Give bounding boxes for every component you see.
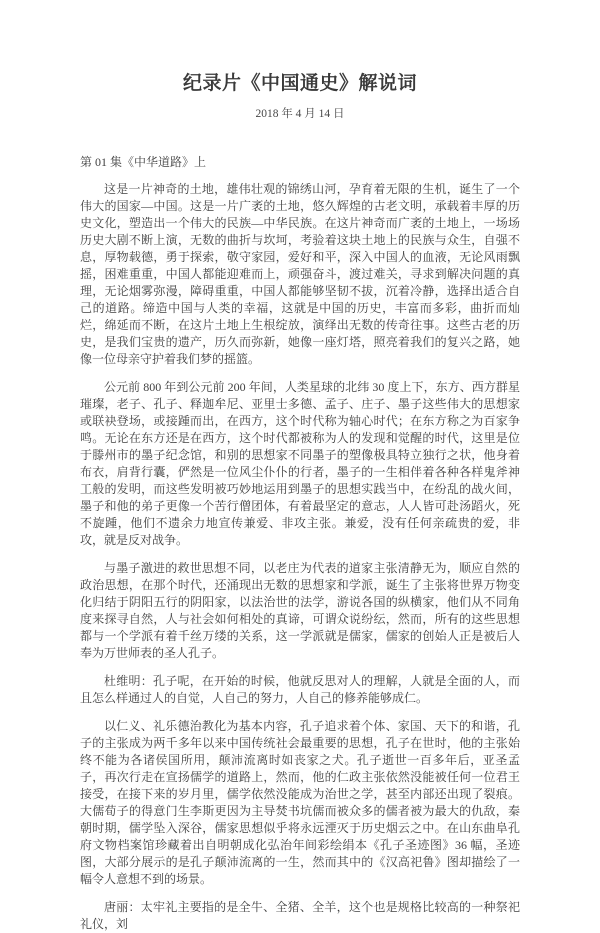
paragraph-axial-age: 公元前 800 年到公元前 200 年间，人类星球的北纬 30 度上下，东方、西方群星璀璨，老子、孔子、释迦牟尼、亚里士多德、孟子、庄子、墨子这些伟大的思想家或联袂登场，或接踵而出，在西方，这个时代称为轴心时代；在东方称之为百家争鸣。无论在东方还是在西方，这个时代都被称为人的发现和觉醒的时代，这里是位于滕州市的墨子纪念馆，和别的思想家不同墨子的塑像极具特立独行之状，他身着布衣，肩背行囊，俨然是一位风尘仆仆的行者，墨子的一生相伴着各种各样鬼斧神工般的发明，而这些发明被巧妙地运用到墨子的思想实践当中，在纷乱的战火间，墨子和他的弟子更像一个苦行僧团体，有着最坚定的意志，人人皆可赴汤蹈火，死不旋踵，他们不遗余力地宣传兼爱、非攻主张。兼爱，没有任何亲疏贵的爱，非攻，就是反对战争。	[80, 380, 520, 547]
paragraph-intro: 这是一片神奇的土地，雄伟壮观的锦绣山河，孕育着无限的生机，诞生了一个伟大的国家—中国。这是一片广袤的土地，悠久辉煌的古老文明，承载着丰厚的历史文化，塑造出一个伟大的民族—中华民族。在这片神奇而广袤的土地上，一场场历史大剧不断上演，无数的曲折与坎坷，考验着这块土地上的民族与众生，自强不息，厚物载德，勇于探索，敬守家园，爱好和平，深入中国人的血液，无论风雨飘摇，困难重重，中国人都能迎难而上，顽强奋斗，渡过难关，寻求到解决问题的真理，无论烟雾弥漫，障碍重重，中国人都能够坚韧不拔，沉着冷静，选择出适合自己的道路。缔造中国与人类的幸福，这就是中国的历史，丰富而多彩，曲折而灿烂，绵延而不断，在这片土地上生根绽放，演绎出无数的传奇往事。这些古老的历史，是我们宝贵的遗产，历久而弥新，她像一座灯塔，照亮着我们的复兴之路，她像一位母亲守护着我们梦的摇篮。	[80, 182, 520, 366]
paragraph-quote-tang-li: 唐丽：太牢礼主要指的是全牛、全猪、全羊，这个也是规格比较高的一种祭祀礼仪，刘	[80, 900, 520, 931]
section-heading: 第 01 集《中华道路》上	[80, 155, 207, 169]
paragraph-schools-of-thought: 与墨子激进的救世思想不同，以老庄为代表的道家主张清静无为，顺应自然的政治思想，在那个时代，还涌现出无数的思想家和学派，诞生了主张将世界万物变化归结于阴阳五行的阴阳家，以法治世的法学，游说各国的纵横家，他们从不同角度来探寻自然，人与社会如何相处的真谛，可谓众说纷纭，然而，所有的这些思想都与一个学派有着千丝万缕的关系，这一学派就是儒家，儒家的创始人正是被后人奉为万世师表的圣人孔子。	[80, 561, 520, 660]
document-date: 2018 年 4 月 14 日	[255, 108, 345, 120]
paragraph-quote-du-weiming: 杜维明：孔子呢，在开始的时候，他就反思对人的理解，人就是全面的人，而且怎么样通过人的自觉，人自己的努力，人自己的修养能够成仁。	[80, 674, 520, 705]
page-title: 纪录片《中国通史》解说词	[182, 73, 417, 94]
document-body	[80, 181, 520, 933]
paragraph-confucianism-history: 以仁义、礼乐德治教化为基本内容，孔子追求着个体、家国、天下的和谐，孔子的主张成为两千多年以来中国传统社会最重要的思想，孔子在世时，他的主张始终不能为各诸侯国所用，颠沛流离时如丧家之犬。孔子逝世一百多年后，亚圣孟子，再次行走在宣扬儒学的道路上，然而，他的仁政主张依然没能被任何一位君王接受，在接下来的岁月里，儒学依然没能成为治世之学，甚至内部还出现了裂痕。大儒荀子的得意门生李斯更因为主导焚书坑儒而被众多的儒者被为最大的仇敌，秦朝时期，儒学坠入深谷，儒家思想似乎将永远湮灭于历史烟云之中。在山东曲阜孔府文物档案馆珍藏着出自明朝成化弘治年间彩绘绢本《孔子圣迹图》36 幅，圣迹图，大部分展示的是孔子颠沛流离的一生，然而其中的《汉高祀鲁》图却描绘了一幅令人意想不到的场景。	[80, 719, 520, 886]
